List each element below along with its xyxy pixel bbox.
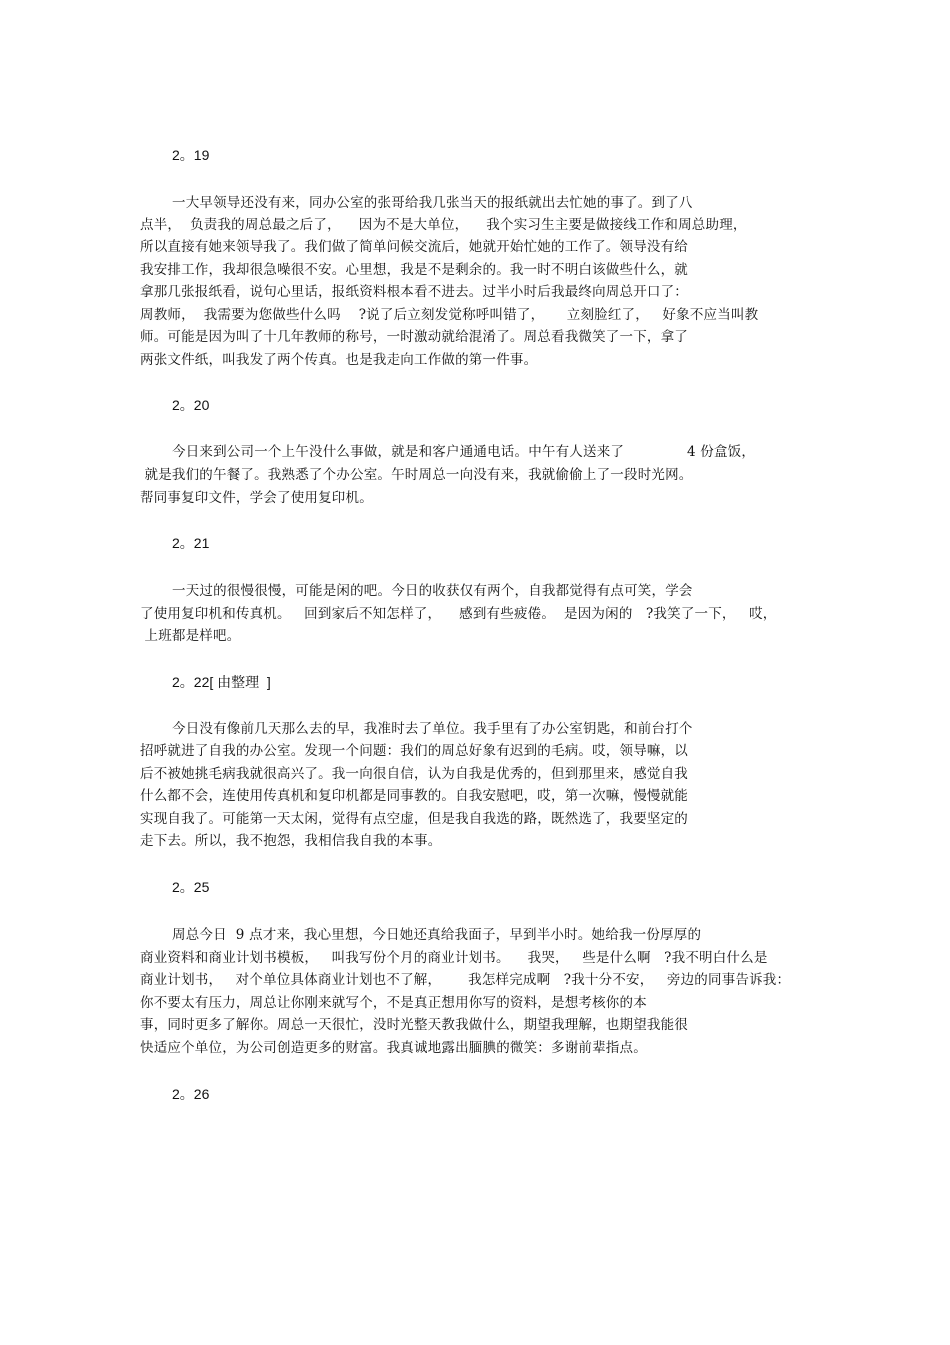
- paragraph-line: 周教师， 我需要为您做些什么吗 ?说了后立刻发觉称呼叫错了， 立刻脸红了， 好象不应当叫教: [140, 307, 759, 323]
- paragraph-line: 快适应个单位，为公司创造更多的财富。我真诚地露出腼腆的微笑：多谢前辈指点。: [140, 1040, 647, 1056]
- paragraph-line: 周总今日 9 点才来，我心里想，今日她还真给我面子，早到半小时。她给我一份厚厚的: [172, 927, 702, 943]
- entry-date: 2。21: [172, 535, 210, 551]
- paragraph-line: 拿那几张报纸看，说句心里话，报纸资料根本看不进去。过半小时后我最终向周总开口了：: [140, 284, 688, 300]
- paragraph-line: 了使用复印机和传真机。 回到家后不知怎样了， 感到有些疲倦。 是因为闲的 ?我笑了一下， 哎，: [140, 606, 777, 622]
- paragraph-line: 帮同事复印文件，学会了使用复印机。: [140, 490, 373, 506]
- paragraph-line: 后不被她挑毛病我就很高兴了。我一向很自信，认为自我是优秀的，但到那里来，感觉自我: [140, 766, 688, 782]
- paragraph-line: 就是我们的午餐了。我熟悉了个办公室。午时周总一向没有来，我就偷偷上了一段时光网。: [140, 467, 693, 483]
- entry-date: 2。26: [172, 1086, 210, 1102]
- entry-date: 2。25: [172, 879, 210, 895]
- entry-date: 2。20: [172, 397, 210, 413]
- paragraph-line: 实现自我了。可能第一天太闲，觉得有点空虚，但是我自我选的路，既然选了，我要坚定的: [140, 811, 688, 827]
- paragraph-line: 事，同时更多了解你。周总一天很忙，没时光整天教我做什么，期望我理解，也期望我能很: [140, 1017, 688, 1033]
- paragraph-line: 今日来到公司一个上午没什么事做，就是和客户通通电话。中午有人送来了 4 份盒饭，: [172, 444, 756, 460]
- paragraph-line: 上班都是样吧。: [140, 628, 241, 644]
- paragraph-line: 点半， 负责我的周总最之后了， 因为不是大单位， 我个实习生主要是做接线工作和周总助理，: [140, 217, 747, 233]
- paragraph-line: 一大早领导还没有来，同办公室的张哥给我几张当天的报纸就出去忙她的事了。到了八: [172, 195, 693, 211]
- paragraph-line: 今日没有像前几天那么去的早，我准时去了单位。我手里有了办公室钥匙，和前台打个: [172, 721, 693, 737]
- paragraph-line: 我安排工作，我却很急噪很不安。心里想，我是不是剩余的。我一时不明白该做些什么，就: [140, 262, 688, 278]
- entry-date: 2。22[ 由整理 ]: [172, 674, 271, 690]
- paragraph-line: 什么都不会，连使用传真机和复印机都是同事教的。自我安慰吧，哎，第一次嘛，慢慢就能: [140, 788, 688, 804]
- paragraph-line: 两张文件纸，叫我发了两个传真。也是我走向工作做的第一件事。: [140, 352, 538, 368]
- paragraph-line: 走下去。所以，我不抱怨，我相信我自我的本事。: [140, 833, 442, 849]
- paragraph-line: 商业资料和商业计划书模板， 叫我写份个月的商业计划书。 我哭， 些是什么啊 ?我不明白什么是: [140, 950, 768, 966]
- paragraph-line: 所以直接有她来领导我了。我们做了简单问候交流后，她就开始忙她的工作了。领导没有给: [140, 239, 688, 255]
- paragraph-line: 一天过的很慢很慢，可能是闲的吧。今日的收获仅有两个，自我都觉得有点可笑，学会: [172, 583, 693, 599]
- paragraph-line: 你不要太有压力，周总让你刚来就写个，不是真正想用你写的资料，是想考核你的本: [140, 995, 647, 1011]
- paragraph-line: 商业计划书， 对个单位具体商业计划也不了解， 我怎样完成啊 ?我十分不安， 旁边的同事告诉我：: [140, 972, 791, 988]
- paragraph-line: 招呼就进了自我的办公室。发现一个问题：我们的周总好象有迟到的毛病。哎，领导嘛，以: [140, 743, 688, 759]
- entry-date: 2。19: [172, 147, 210, 163]
- paragraph-line: 师。可能是因为叫了十几年教师的称号，一时激动就给混淆了。周总看我微笑了一下，拿了: [140, 329, 688, 345]
